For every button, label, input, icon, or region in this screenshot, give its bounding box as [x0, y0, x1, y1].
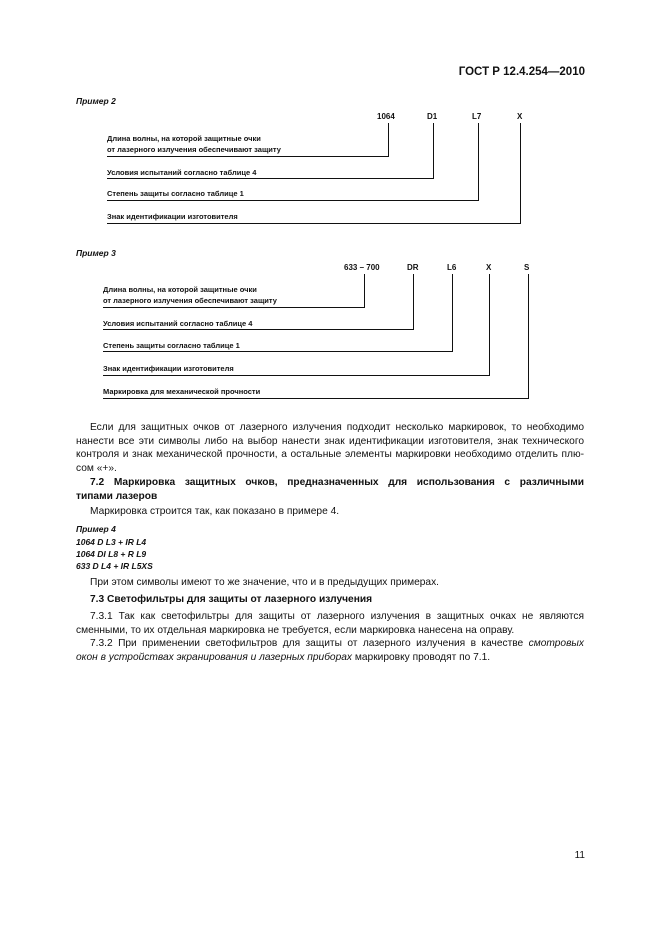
example2-underline-protection: [107, 200, 479, 201]
example2-title: Пример 2: [76, 96, 116, 106]
example4-line: 1064 DI L8 + R L9: [76, 549, 147, 559]
example2-label-protection: Степень защиты согласно таблице 1: [107, 189, 244, 198]
example3-code-protection: L6: [447, 263, 457, 272]
example2-leader-wavelength: [388, 123, 389, 157]
example3-underline-wavelength: [103, 307, 365, 308]
section-7-3-heading: 7.3 Светофильтры для защиты от лазерного излучения: [90, 594, 373, 605]
example2-label-manufacturer: Знак идентификации изготовителя: [107, 212, 238, 221]
example3-leader-manufacturer: [489, 274, 490, 376]
example3-underline-manufacturer: [103, 375, 490, 376]
example3-label-wavelength-2: от лазерного излучения обеспечивают защиту: [103, 296, 277, 305]
example3-underline-protection: [103, 351, 453, 352]
example2-label-wavelength-1: Длина волны, на которой защитные очки: [107, 134, 261, 143]
example3-underline-conditions: [103, 329, 414, 330]
example3-code-wavelength: 633 – 700: [344, 263, 380, 272]
example2-leader-conditions: [433, 123, 434, 179]
paragraph-text: 7.3.2 При применении светофильтров для защиты от лазерного излучения в качестве: [90, 638, 529, 649]
paragraph-line: сом «+».: [76, 462, 117, 474]
example2-code-wavelength: 1064: [377, 112, 395, 121]
example3-label-manufacturer: Знак идентификации изготовителя: [103, 364, 234, 373]
paragraph-italic-text: смотровых: [528, 638, 584, 649]
paragraph-line: [76, 651, 584, 665]
example4-line: 633 D L4 + IR L5XS: [76, 561, 153, 571]
section-7-2-heading-line1: 7.2 Маркировка защитных очков, предназначенных для использования с различными: [90, 477, 584, 488]
example3-leader-mechanical: [528, 274, 529, 399]
example2-underline-wavelength: [107, 156, 389, 157]
example2-label-conditions: Условия испытаний согласно таблице 4: [107, 168, 257, 177]
page-number: 11: [574, 850, 585, 861]
example3-title: Пример 3: [76, 248, 116, 258]
example2-underline-manufacturer: [107, 223, 521, 224]
paragraph-line: сменными, то их отдельная маркировка не требуется, если маркировка нанесена на оправу.: [76, 624, 515, 636]
example2-code-protection: L7: [472, 112, 482, 121]
example3-leader-conditions: [413, 274, 414, 330]
example3-leader-protection: [452, 274, 453, 352]
example3-code-mechanical: S: [524, 263, 530, 272]
example2-code-manufacturer: X: [517, 112, 523, 121]
paragraph-line: нанести все эти символы либо на выбор нанести знак идентификации изготовителя, знак технического: [76, 435, 584, 447]
example3-label-conditions: Условия испытаний согласно таблице 4: [103, 319, 253, 328]
example3-code-manufacturer: X: [486, 263, 492, 272]
example4-line: 1064 D L3 + IR L4: [76, 537, 147, 547]
paragraph-text: маркировку проводят по 7.1.: [352, 651, 491, 663]
paragraph-line: [76, 637, 584, 651]
paragraph-multiple-markings: [76, 421, 584, 475]
example2-label-wavelength-2: от лазерного излучения обеспечивают защиту: [107, 145, 281, 154]
paragraph-line: контроля и знак механической прочности, а остальные элементы маркировки необходимо отделить плю-: [76, 449, 584, 461]
paragraph-line: Если для защитных очков от лазерного излучения подходит несколько маркировок, то необходимо: [90, 422, 584, 433]
example4-title: Пример 4: [76, 524, 116, 534]
document-id: ГОСТ Р 12.4.254—2010: [458, 66, 585, 78]
section-7-2-heading-line2: типами лазеров: [76, 491, 158, 502]
example3-label-mechanical: Маркировка для механической прочности: [103, 387, 261, 396]
example3-leader-wavelength: [364, 274, 365, 308]
paragraph-7-3-1: [76, 610, 584, 637]
paragraph-symbols-meaning: При этом символы имеют то же значение, что и в предыдущих примерах.: [90, 577, 439, 588]
paragraph-line: 7.3.1 Так как светофильтры для защиты от лазерного излучения в защитных очках не являются: [90, 611, 584, 622]
paragraph-italic-text: окон в устройствах экранирования и лазерных приборах: [76, 651, 353, 663]
example2-leader-protection: [478, 123, 479, 201]
example3-underline-mechanical: [103, 398, 529, 399]
section-7-2-text: Маркировка строится так, как показано в примере 4.: [90, 506, 340, 517]
example3-label-protection: Степень защиты согласно таблице 1: [103, 341, 240, 350]
example3-code-conditions: DR: [407, 263, 419, 272]
paragraph-7-3-2: [76, 637, 584, 664]
example2-underline-conditions: [107, 178, 434, 179]
example2-leader-manufacturer: [520, 123, 521, 224]
example3-label-wavelength-1: Длина волны, на которой защитные очки: [103, 285, 257, 294]
example2-code-conditions: D1: [427, 112, 438, 121]
